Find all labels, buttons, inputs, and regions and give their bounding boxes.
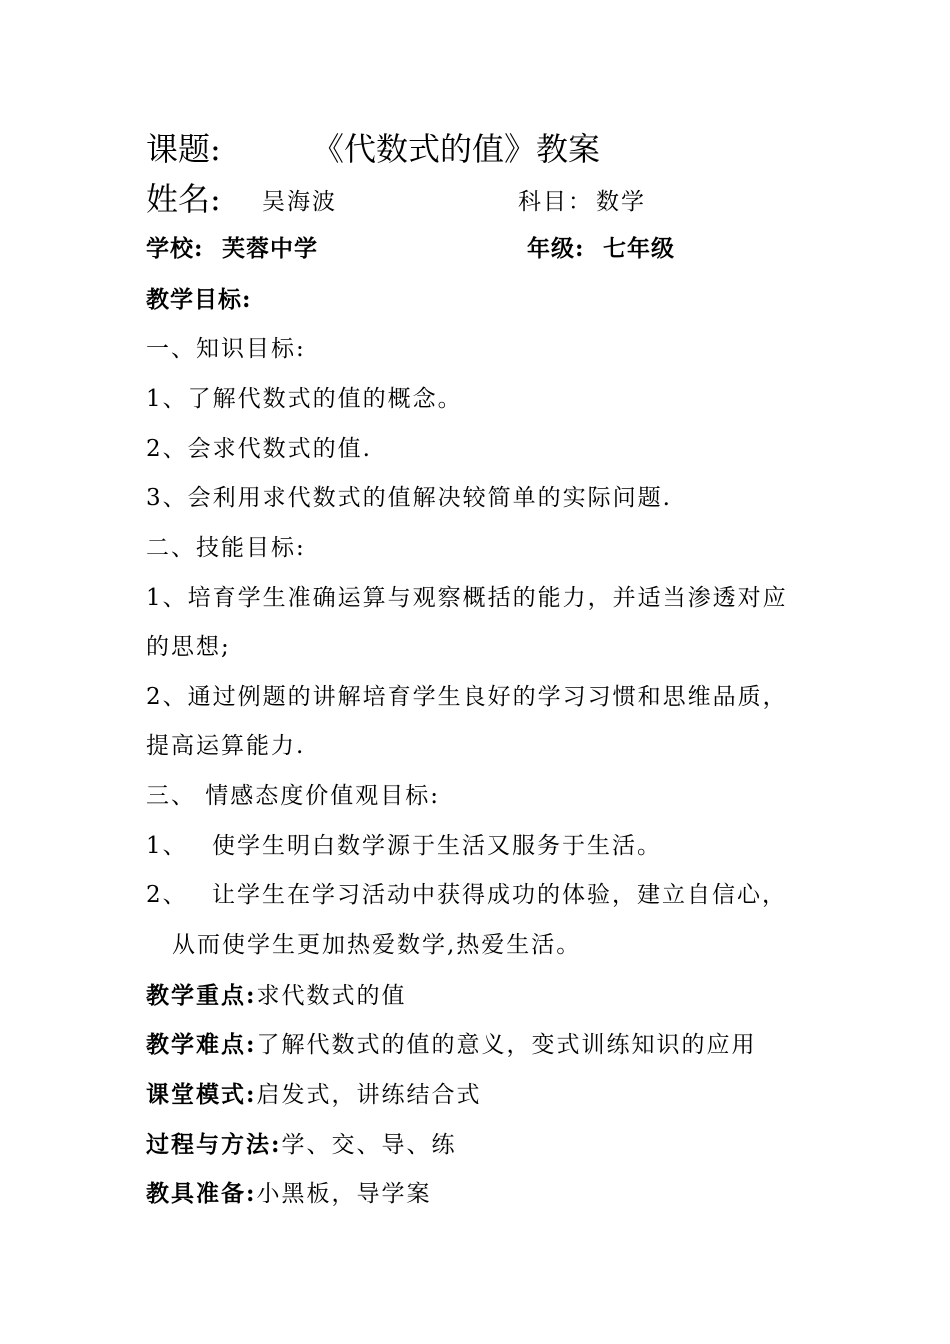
skills-item-line: 2、通过例题的讲解培育学生良好的学习习惯和思维品质， [146, 684, 788, 710]
subject-value: 数学 [596, 189, 646, 215]
process-value: 学、交、导、练 [281, 1132, 457, 1158]
school-label: 学校: [146, 235, 204, 262]
school-value: 芙蓉中学 [222, 235, 318, 262]
key-points-row [146, 984, 407, 1008]
attitude-item-text: 从而使学生更加热爱数学,热爱生活。 [172, 932, 582, 958]
class-mode-value: 启发式，讲练结合式 [256, 1082, 482, 1108]
class-mode-row [146, 1083, 482, 1107]
difficult-points-label: 教学难点: [146, 1031, 257, 1058]
skills-item-line: 的思想; [146, 634, 231, 660]
difficult-points-row [146, 1033, 757, 1057]
class-mode-label: 课堂模式: [146, 1081, 257, 1108]
attitude-item-number: 1、 [146, 833, 188, 859]
objectives-heading: 教学目标: [146, 286, 252, 313]
attitude-heading: 三、 情感态度价值观目标: [146, 783, 441, 809]
grade-value: 七年级 [603, 235, 675, 262]
knowledge-item: 3、会利用求代数式的值解决较简单的实际问题. [146, 485, 672, 511]
name-value: 吴海波 [262, 189, 337, 215]
knowledge-heading: 一、知识目标: [146, 336, 306, 362]
attitude-item-text: 使学生明白数学源于生活又服务于生活。 [212, 833, 662, 859]
grade-label: 年级: [527, 235, 585, 262]
difficult-points-value: 了解代数式的值的意义，变式训练知识的应用 [256, 1032, 757, 1058]
attitude-item-number: 2、 [146, 882, 188, 908]
teaching-aids-row [146, 1182, 432, 1206]
skills-item-line: 1、培育学生准确运算与观察概括的能力，并适当渗透对应 [146, 585, 788, 611]
key-points-value: 求代数式的值 [256, 983, 407, 1009]
process-label: 过程与方法: [146, 1131, 282, 1158]
topic-label: 课题: [146, 130, 221, 168]
skills-heading: 二、技能目标: [146, 535, 306, 561]
knowledge-item: 2、会求代数式的值. [146, 436, 372, 462]
topic-title: 《代数式的值》教案 [312, 130, 601, 168]
process-row [146, 1133, 457, 1157]
teaching-aids-value: 小黑板，导学案 [256, 1181, 432, 1207]
key-points-label: 教学重点: [146, 982, 257, 1009]
subject-label: 科目： [518, 189, 593, 215]
attitude-item-text: 让学生在学习活动中获得成功的体验，建立自信心， [212, 882, 787, 908]
knowledge-item: 1、了解代数式的值的概念。 [146, 386, 463, 412]
skills-item-line: 提高运算能力. [146, 733, 306, 759]
teaching-aids-label: 教具准备: [146, 1180, 257, 1207]
name-label: 姓名: [146, 180, 221, 218]
